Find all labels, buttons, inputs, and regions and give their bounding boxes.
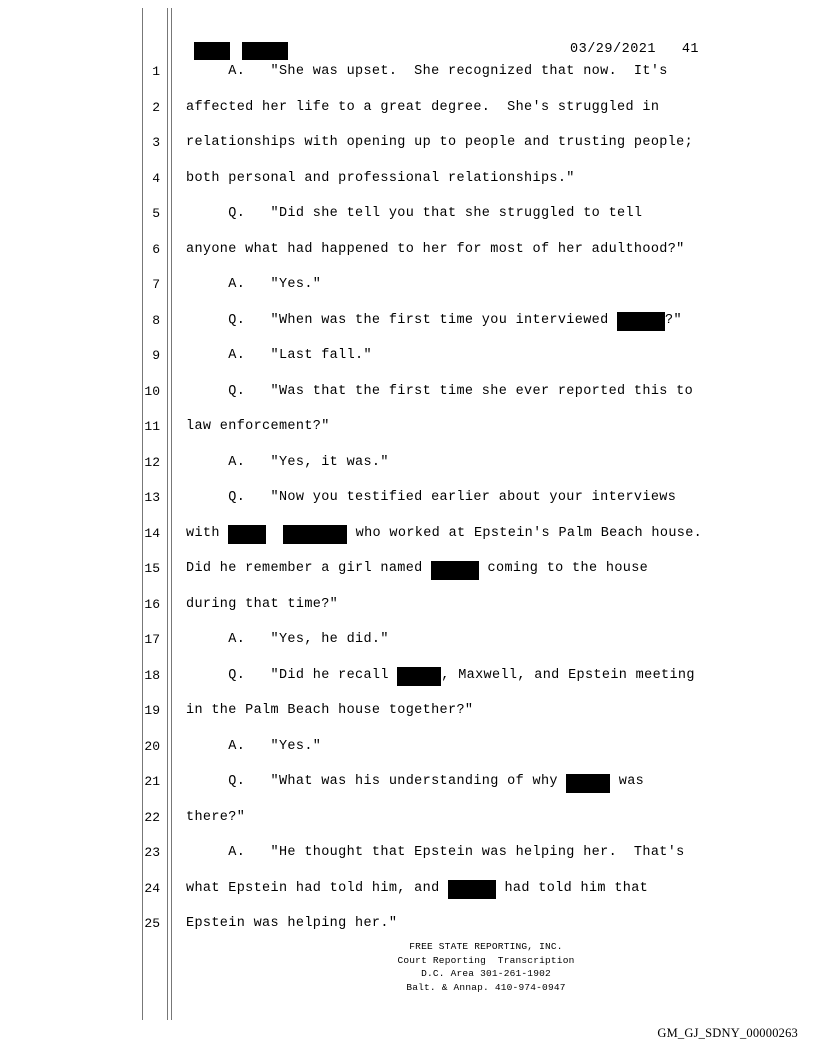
line-number: 19 [144, 703, 160, 718]
transcript-line [186, 196, 786, 232]
transcript-text: there?" [186, 809, 246, 825]
transcript-line [186, 906, 786, 942]
transcript-text: A. "Yes." [186, 277, 322, 292]
transcript-line [186, 125, 786, 161]
transcript-line [186, 729, 786, 765]
line-number: 3 [152, 135, 160, 150]
transcript-line [186, 267, 786, 303]
line-number-column [126, 54, 160, 942]
transcript-text: A. "She was upset. She recognized that now. It's [186, 64, 668, 79]
transcript-line [186, 871, 786, 907]
redaction-box [283, 525, 347, 544]
transcript-line [186, 374, 786, 410]
transcript-text: coming to the house [479, 561, 649, 576]
line-number: 5 [152, 206, 160, 221]
transcript-line [186, 90, 786, 126]
line-number: 14 [144, 525, 160, 541]
transcript-text: both personal and professional relationships." [186, 170, 575, 186]
transcript-text: Epstein was helping her." [186, 916, 398, 931]
transcript-text: A. "Yes, he did." [186, 632, 389, 647]
line-number: 25 [144, 916, 160, 931]
transcript-line [186, 232, 786, 268]
redaction-box [617, 312, 665, 331]
transcript-text: relationships with opening up to people and trusting people; [186, 135, 694, 150]
line-number: 15 [144, 561, 160, 576]
transcript-text: law enforcement?" [186, 419, 330, 434]
transcript-text: affected her life to a great degree. She's struggled in [186, 99, 660, 115]
transcript-text: A. "Last fall." [186, 348, 372, 363]
transcript-line [186, 835, 786, 871]
redaction-box [448, 880, 496, 899]
footer-line-1: FREE STATE REPORTING, INC. [409, 941, 563, 952]
line-number: 21 [144, 774, 160, 789]
line-number: 6 [152, 241, 160, 257]
line-number: 11 [144, 419, 160, 434]
footer-line-3: D.C. Area 301-261-1902 [421, 968, 551, 979]
transcript-text: what Epstein had told him, and [186, 880, 448, 896]
footer-line-2: Court Reporting Transcription [397, 954, 575, 966]
line-number: 24 [144, 880, 160, 896]
line-number: 22 [144, 809, 160, 825]
line-number: 20 [144, 738, 160, 754]
transcript-line [186, 658, 786, 694]
line-number: 7 [152, 277, 160, 292]
transcript-text: during that time?" [186, 596, 339, 612]
transcript-line [186, 445, 786, 481]
transcript-line [186, 622, 786, 658]
line-number: 4 [152, 170, 160, 186]
transcript-text: was [610, 774, 645, 789]
line-number: 1 [152, 64, 160, 79]
transcript-text: , Maxwell, and Epstein meeting [441, 667, 695, 683]
transcript-text: Q. "Was that the first time she ever reported this to [186, 383, 694, 399]
line-number: 17 [144, 632, 160, 647]
transcript-line [186, 161, 786, 197]
redaction-box [431, 561, 479, 580]
transcript-body [186, 54, 786, 942]
transcript-text: Q. "Did he recall [186, 667, 398, 683]
transcript-text: anyone what had happened to her for most of her adulthood?" [186, 241, 685, 257]
transcript-text: Q. "What was his understanding of why [186, 774, 567, 789]
line-number: 23 [144, 845, 160, 860]
line-number: 10 [144, 383, 160, 399]
margin-rule-inner-b [171, 8, 172, 1020]
transcript-line [186, 516, 786, 552]
transcript-line [186, 409, 786, 445]
line-number: 16 [144, 596, 160, 612]
margin-rule-inner-a [167, 8, 168, 1020]
transcript-line [186, 587, 786, 623]
transcript-line [186, 693, 786, 729]
transcript-text: Did he remember a girl named [186, 561, 432, 576]
bates-number: GM_GJ_SDNY_00000263 [657, 1026, 798, 1040]
line-number: 18 [144, 667, 160, 683]
transcript-text: with [186, 525, 229, 541]
reporter-footer [186, 940, 786, 994]
transcript-text: who worked at Epstein's Palm Beach house. [347, 525, 703, 541]
transcript-line [186, 480, 786, 516]
transcript-line [186, 764, 786, 800]
footer-line-4: Balt. & Annap. 410-974-0947 [406, 981, 566, 993]
transcript-line [186, 338, 786, 374]
transcript-line [186, 54, 786, 90]
transcript-line [186, 551, 786, 587]
transcript-text: ?" [665, 312, 682, 328]
redaction-box [566, 774, 610, 793]
line-number: 12 [144, 454, 160, 470]
transcript-text: A. "He thought that Epstein was helping her. That's [186, 845, 685, 860]
line-number: 13 [144, 490, 160, 505]
transcript-text: Q. "Did she tell you that she struggled to tell [186, 206, 643, 221]
redaction-box [397, 667, 441, 686]
transcript-text: in the Palm Beach house together?" [186, 703, 474, 718]
line-number: 8 [152, 312, 160, 328]
page-header [190, 20, 800, 57]
transcript-text [266, 526, 283, 541]
transcript-text: A. "Yes, it was." [186, 454, 389, 470]
transcript-text: had told him that [496, 880, 649, 896]
transcript-text: A. "Yes." [186, 738, 322, 754]
transcript-line [186, 800, 786, 836]
transcript-text: Q. "When was the first time you interviewed [186, 312, 618, 328]
transcript-text: Q. "Now you testified earlier about your interviews [186, 490, 677, 505]
header-date-and-page: 03/29/2021 41 [570, 42, 700, 57]
line-number: 2 [152, 99, 160, 115]
line-number: 9 [152, 348, 160, 363]
redaction-box [228, 525, 266, 544]
transcript-line [186, 303, 786, 339]
